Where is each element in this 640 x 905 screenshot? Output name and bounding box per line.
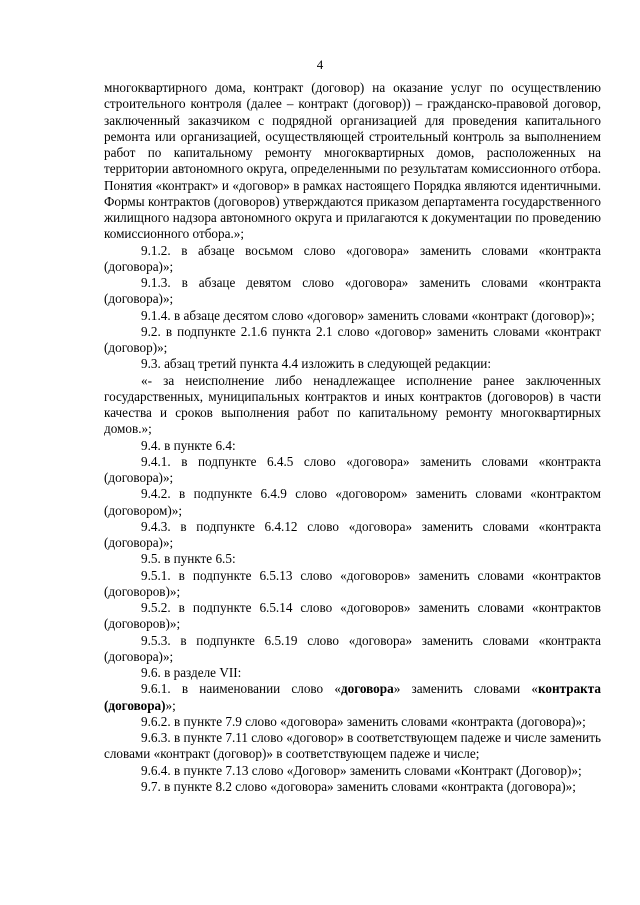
bold-term-kontrakta: контракта (договора): [104, 681, 601, 713]
paragraph-9-5-2: 9.5.2. в подпункте 6.5.14 слово «договоров» заменить словами «контрактов (договоров)»;: [104, 600, 601, 632]
paragraph-9-1-2: 9.1.2. в абзаце восьмом слово «договора» заменить словами «контракта (договора)»;: [104, 242, 601, 274]
paragraph-9-6: 9.6. в разделе VII:: [141, 665, 242, 680]
document-body: [104, 80, 601, 795]
paragraph-9-5-3: 9.5.3. в подпункте 6.5.19 слово «договора» заменить словами «контракта (договора)»;: [104, 632, 601, 664]
paragraph-9-1-3: 9.1.3. в абзаце девятом слово «договора» заменить словами «контракта (договора)»;: [104, 275, 601, 307]
paragraph-9-6-2: 9.6.2. в пункте 7.9 слово «договора» заменить словами «контракта (договора)»;: [141, 713, 586, 729]
paragraph-9-6-3: 9.6.3. в пункте 7.11 слово «договор» в соответствующем падеже и числе заменить словами «контракт (договор)» в соответствующем падеже и числе;: [104, 730, 601, 762]
text-run: » заменить словами «: [393, 681, 538, 697]
paragraph-9-3: 9.3. абзац третий пункта 4.4 изложить в следующей редакции:: [141, 356, 491, 372]
paragraph-9-3-quote: «- за неисполнение либо ненадлежащее исполнение ранее заключенных государственных, муниципальных контрактов и иных контрактов (договоров) в части качества и сроков выполнения работ по капитальному ремонту многоквартирных домов.»;: [104, 372, 601, 437]
paragraph-9-2: 9.2. в подпункте 2.1.6 пункта 2.1 слово «договор» заменить словами «контракт (договор)»;: [104, 323, 601, 355]
paragraph-9-1-4: 9.1.4. в абзаце десятом слово «договор» заменить словами «контракт (договор)»;: [141, 307, 595, 323]
paragraph-9-7: 9.7. в пункте 8.2 слово «договора» заменить словами «контракта (договора)»;: [141, 778, 576, 794]
bold-term-dogovora: договора: [340, 681, 394, 697]
paragraph-9-4-3: 9.4.3. в подпункте 6.4.12 слово «договора» заменить словами «контракта (договора)»;: [104, 518, 601, 550]
page-number: 4: [316, 57, 324, 72]
paragraph-9-6-1: [104, 681, 601, 714]
paragraph-9-5: 9.5. в пункте 6.5:: [141, 551, 236, 567]
paragraph-continuation: многоквартирного дома, контракт (договор) на оказание услуг по осуществлению строительного контроля (далее – контракт (договор)) – гражданско-правовой договор, заключенный заказчиком с подрядной организацией для проведения капитального ремонта или организацией, осуществляющей строительный контроль за выполнением работ по капитальному ремонту многоквартирных домов, расположенных на территории автономного округа, определенными по результатам комиссионного отбора. Понятия «контракт» и «договор» в рамках настоящего Порядка являются идентичными. Формы контрактов (договоров) утверждаются приказом департамента государственного жилищного надзора автономного округа и прилагаются к документации по проведению комиссионного отбора.»;: [104, 80, 601, 242]
paragraph-9-4-2: 9.4.2. в подпункте 6.4.9 слово «договором» заменить словами «контрактом (договором)»;: [104, 486, 601, 518]
text-run: 9.6.1. в наименовании слово «: [141, 681, 341, 697]
paragraph-9-6-4: 9.6.4. в пункте 7.13 слово «Договор» заменить словами «Контракт (Договор)»;: [141, 762, 582, 778]
paragraph-9-4: 9.4. в пункте 6.4:: [141, 437, 236, 453]
paragraph-9-4-1: 9.4.1. в подпункте 6.4.5 слово «договора» заменить словами «контракта (договора)»;: [104, 453, 601, 485]
text-run: »;: [165, 697, 176, 713]
paragraph-9-5-1: 9.5.1. в подпункте 6.5.13 слово «договоров» заменить словами «контрактов (договоров)»;: [104, 567, 601, 599]
